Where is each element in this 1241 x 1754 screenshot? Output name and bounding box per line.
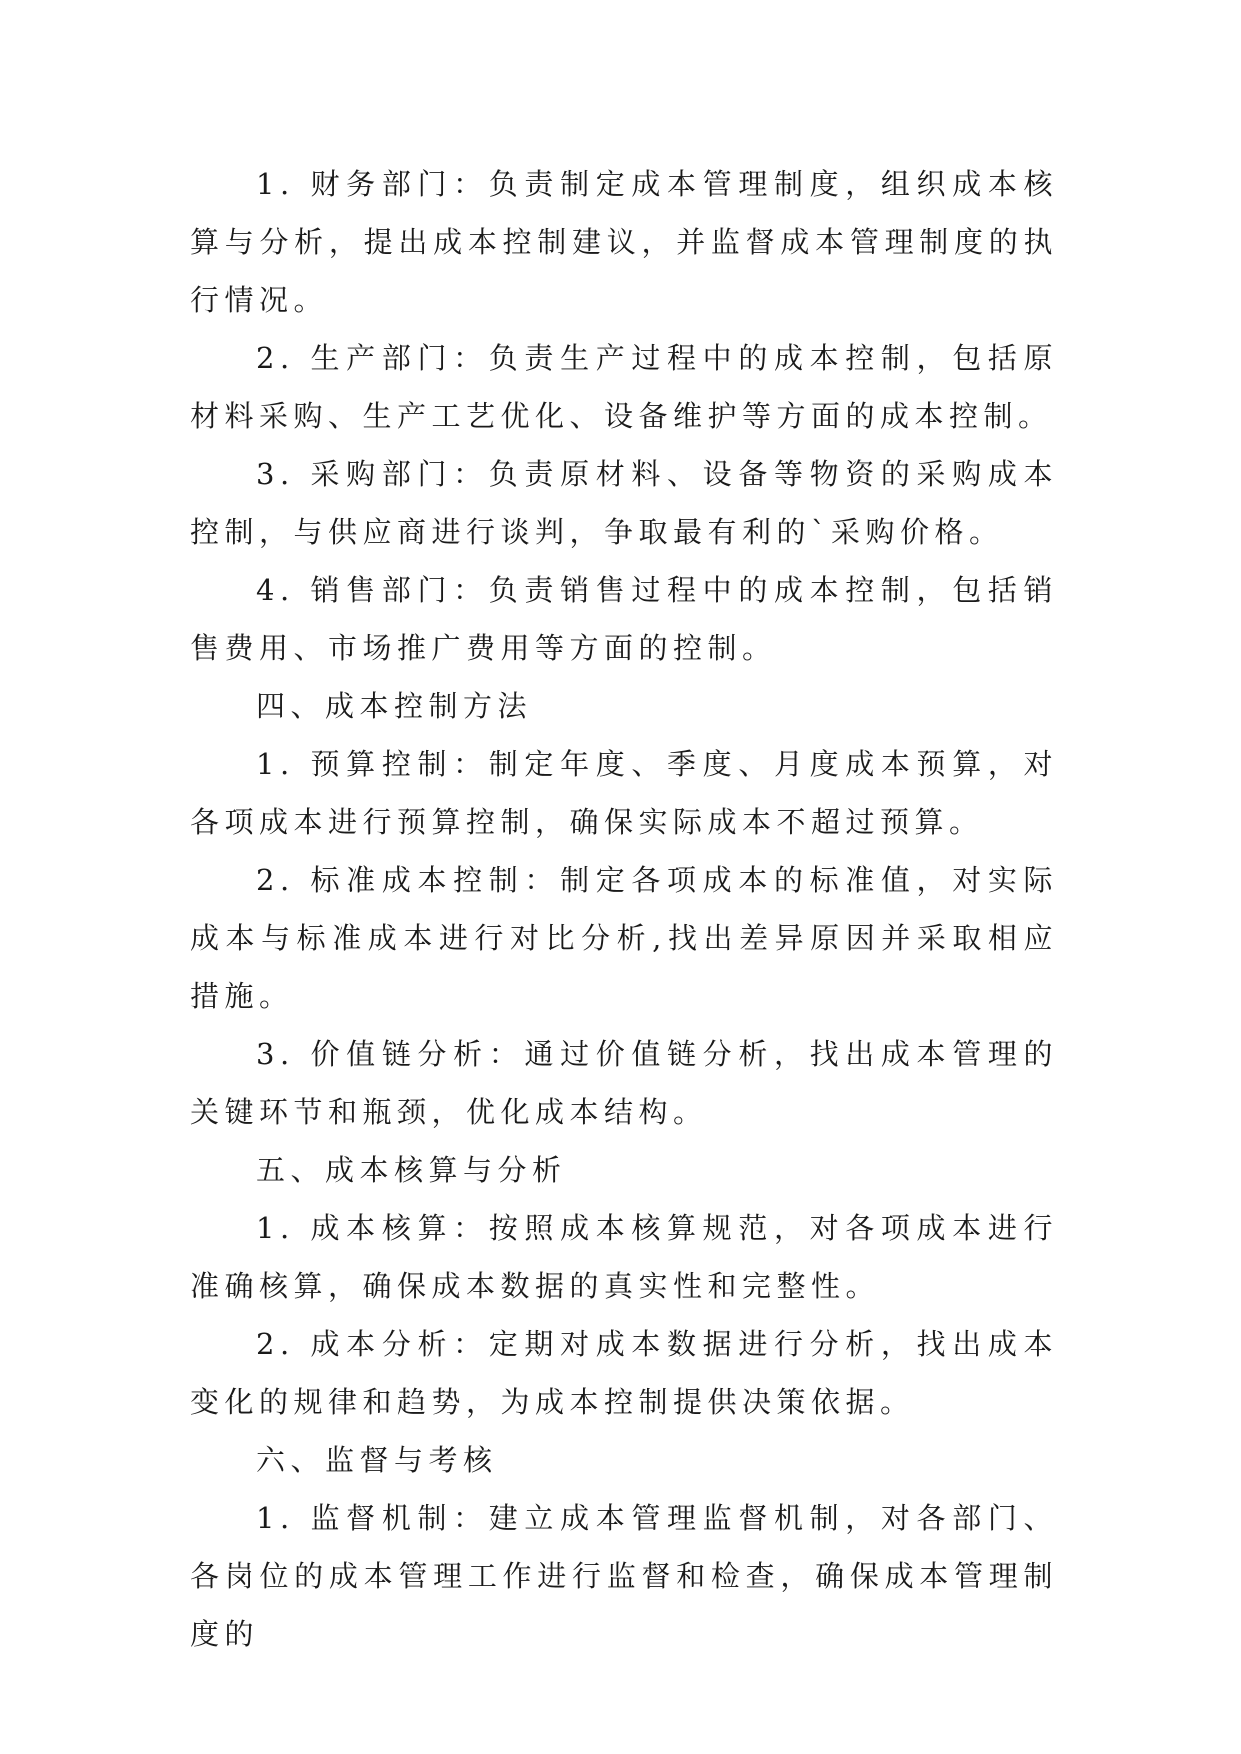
paragraph-purchasing-dept: 3. 采购部门：负责原材料、设备等物资的采购成本控制，与供应商进行谈判，争取最有利的`采购价格。 [190, 457, 1058, 549]
paragraph-cost-accounting: 1. 成本核算：按照成本核算规范，对各项成本进行准确核算，确保成本数据的真实性和完整性。 [190, 1211, 1058, 1303]
section-heading-cost-control-methods: 四、成本控制方法 [256, 689, 533, 723]
paragraph-finance-dept: 1. 财务部门：负责制定成本管理制度，组织成本核算与分析，提出成本控制建议，并监督成本管理制度的执行情况。 [190, 167, 1058, 317]
section-heading-cost-accounting-analysis: 五、成本核算与分析 [256, 1153, 567, 1187]
section-heading-supervision-assessment: 六、监督与考核 [256, 1443, 498, 1477]
paragraph-production-dept: 2. 生产部门：负责生产过程中的成本控制，包括原材料采购、生产工艺优化、设备维护等方面的成本控制。 [190, 341, 1058, 433]
paragraph-sales-dept: 4. 销售部门：负责销售过程中的成本控制，包括销售费用、市场推广费用等方面的控制。 [190, 573, 1058, 665]
paragraph-supervision-mechanism: 1. 监督机制：建立成本管理监督机制，对各部门、各岗位的成本管理工作进行监督和检查，确保成本管理制度的 [190, 1501, 1058, 1651]
paragraph-budget-control: 1. 预算控制：制定年度、季度、月度成本预算，对各项成本进行预算控制，确保实际成本不超过预算。 [190, 747, 1058, 839]
paragraph-cost-analysis: 2. 成本分析：定期对成本数据进行分析，找出成本变化的规律和趋势，为成本控制提供决策依据。 [190, 1327, 1058, 1419]
document-page [190, 155, 1058, 1663]
paragraph-standard-cost-control: 2. 标准成本控制：制定各项成本的标准值，对实际成本与标准成本进行对比分析,找出差异原因并采取相应措施。 [190, 863, 1058, 1013]
paragraph-value-chain-analysis: 3. 价值链分析：通过价值链分析，找出成本管理的关键环节和瓶颈，优化成本结构。 [190, 1037, 1058, 1129]
